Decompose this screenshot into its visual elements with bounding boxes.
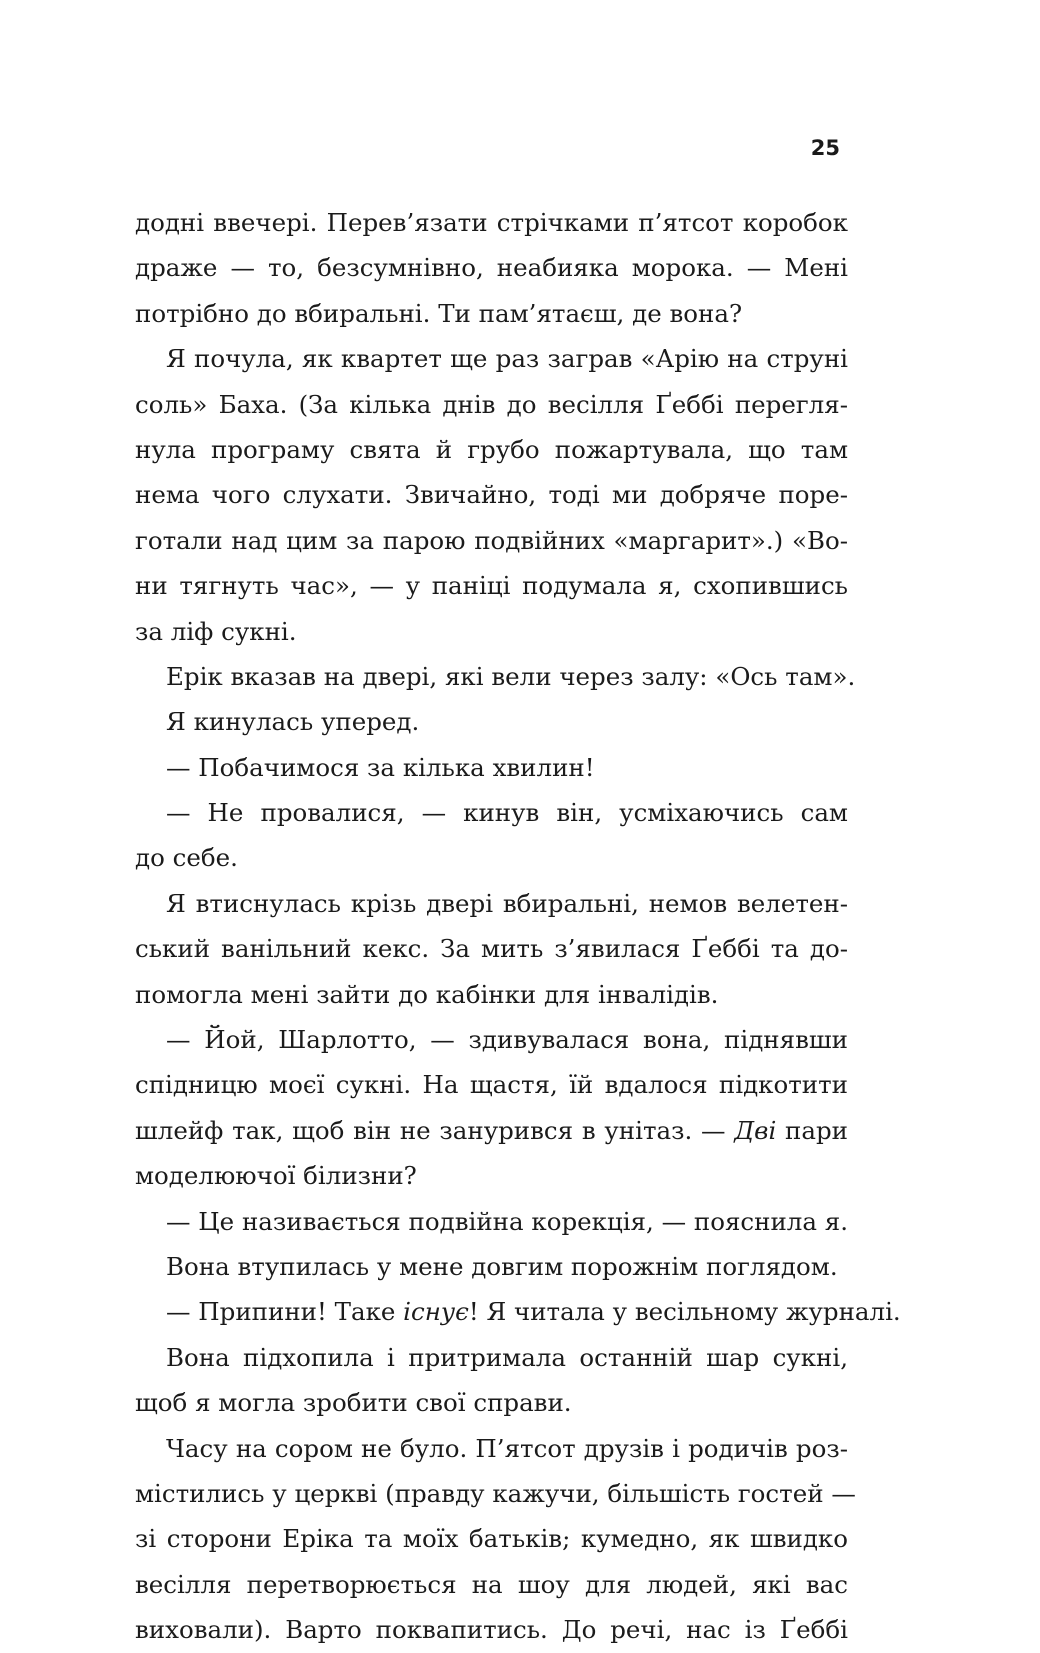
page-number: 25 <box>810 136 840 160</box>
italic-emphasis: Дві <box>734 1115 777 1145</box>
body-text <box>135 200 901 1653</box>
text-line <box>135 1153 848 1198</box>
text-line <box>135 336 848 381</box>
text-segment: Я почула, як квартет ще раз заграв «Арію на струні <box>166 344 848 374</box>
text-segment: нема чого слухати. Звичайно, тоді ми добряче поре- <box>135 480 848 510</box>
text-line <box>135 1244 848 1289</box>
text-line <box>135 291 848 336</box>
text-line <box>135 245 848 290</box>
text-line <box>135 835 848 880</box>
text-line <box>135 1017 848 1062</box>
text-line <box>135 472 848 517</box>
text-segment: ни тягнуть час», — у паніці подумала я, схопившись <box>135 571 848 601</box>
text-line <box>135 1426 848 1471</box>
text-segment: Я кинулась уперед. <box>166 707 420 737</box>
text-segment: пари <box>776 1115 848 1145</box>
text-segment: зі сторони Еріка та моїх батьків; кумедно, як швидко <box>135 1524 848 1554</box>
text-line <box>135 382 848 427</box>
text-line <box>135 1380 848 1425</box>
text-line <box>135 1289 901 1334</box>
text-line <box>135 1062 848 1107</box>
text-line <box>135 427 848 472</box>
text-line <box>135 881 848 926</box>
text-line <box>135 1471 856 1516</box>
text-segment: — Це називається подвійна корекція, — пояснила я. <box>166 1206 848 1236</box>
text-line <box>135 1199 848 1244</box>
text-line <box>135 699 848 744</box>
text-line <box>135 926 848 971</box>
text-segment: ський ванільний кекс. За мить з’явилася Ґеббі та до- <box>135 934 848 964</box>
text-segment: готали над цим за парою подвійних «маргарит».) «Во- <box>135 525 848 555</box>
text-segment: соль» Баха. (За кілька днів до весілля Ґеббі перегля- <box>135 389 848 419</box>
text-line <box>135 972 848 1017</box>
text-segment: весілля перетворюється на шоу для людей, які вас <box>135 1569 848 1599</box>
italic-emphasis: існує <box>403 1297 469 1327</box>
text-line <box>135 745 848 790</box>
text-segment: шлейф так, щоб він не занурився в унітаз. — <box>135 1115 735 1145</box>
text-segment: містились у церкві (правду кажучи, більшість гостей — <box>135 1478 856 1508</box>
text-line <box>135 1108 848 1153</box>
text-segment: нула програму свята й грубо пожартувала, що там <box>135 434 848 464</box>
text-segment: — Не провалися, — кинув він, усміхаючись сам <box>166 798 848 828</box>
text-segment: Ерік вказав на двері, які вели через залу: «Ось там». <box>166 661 856 691</box>
text-line <box>135 1335 848 1380</box>
text-segment: потрібно до вбиральні. Ти пам’ятаєш, де вона? <box>135 298 743 328</box>
text-segment: Я втиснулась крізь двері вбиральні, немов велетен- <box>166 888 848 918</box>
text-line <box>135 790 848 835</box>
text-segment: щоб я могла зробити свої справи. <box>135 1388 572 1418</box>
text-segment: Часу на сором не було. П’ятсот друзів і родичів роз- <box>166 1433 848 1463</box>
text-segment: спідницю моєї сукні. На щастя, їй вдалося підкотити <box>135 1070 848 1100</box>
text-segment: — Побачимося за кілька хвилин! <box>166 752 595 782</box>
text-segment: ! Я читала у весільному журналі. <box>468 1297 901 1327</box>
text-line <box>135 563 848 608</box>
text-line <box>135 200 848 245</box>
text-segment: моделюючої білизни? <box>135 1161 417 1191</box>
text-line <box>135 1516 848 1561</box>
text-line <box>135 654 856 699</box>
text-segment: виховали). Варто поквапитись. До речі, нас із Ґеббі <box>135 1615 848 1645</box>
text-line <box>135 1562 848 1607</box>
text-segment: Вона підхопила і притримала останній шар сукні, <box>166 1342 848 1372</box>
text-segment: — Припини! Таке <box>166 1297 404 1327</box>
text-segment: до себе. <box>135 843 238 873</box>
text-segment: помогла мені зайти до кабінки для інвалідів. <box>135 979 719 1009</box>
text-line <box>135 609 848 654</box>
text-segment: Вона втупилась у мене довгим порожнім поглядом. <box>166 1251 838 1281</box>
text-segment: додні ввечері. Перев’язати стрічками п’ятсот коробок <box>135 208 848 237</box>
text-segment: за ліф сукні. <box>135 616 297 646</box>
text-segment: — Йой, Шарлотто, — здивувалася вона, піднявши <box>166 1025 848 1055</box>
text-line <box>135 518 848 563</box>
text-segment: драже — то, безсумнівно, неабияка морока. — Мені <box>135 253 848 283</box>
